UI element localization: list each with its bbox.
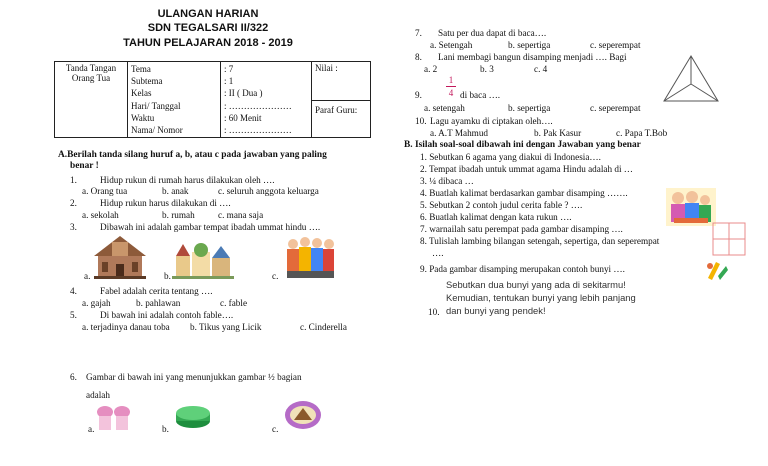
parent-signature-label: Tanda Tangan [65, 63, 117, 73]
q3-option-c[interactable]: c. [272, 271, 279, 281]
q7-number: 7. [415, 28, 422, 38]
field-labels [128, 62, 221, 138]
sectionA-title-2: benar ! [70, 161, 99, 171]
label-kelas: Kelas [131, 88, 152, 99]
value-subtema: : 1 [224, 76, 234, 87]
value-kelas: : II ( Dua ) [224, 88, 263, 99]
q8-option-a[interactable]: a. 2 [424, 64, 438, 74]
q7-option-c[interactable]: c. seperempat [590, 40, 641, 50]
value-tema: : 7 [224, 64, 234, 74]
q10-option-a[interactable]: a. A.T Mahmud [430, 128, 489, 138]
family-image [666, 188, 716, 226]
q6-question: Gambar di bawah ini yang menunjukkan gambar ½ bagian [86, 372, 302, 382]
q2-option-b[interactable]: b. rumah [162, 210, 195, 220]
value-hari-tanggal[interactable]: : ………………… [224, 100, 292, 111]
q6-question-2: adalah [86, 390, 110, 400]
essay-item-1: 1. Sebutkan 6 agama yang diakui di Indonesia…. [420, 152, 601, 162]
q5-number: 5. [70, 310, 77, 320]
q9-fraction-denominator: 4 [448, 88, 454, 98]
q5-question: Di bawah ini adalah contoh fable…. [100, 310, 234, 320]
q1-option-a[interactable]: a. Orang tua [82, 186, 128, 196]
q8-option-b[interactable]: b. 3 [480, 64, 494, 74]
q8-number: 8. [415, 52, 422, 62]
essay-item-10-number: 10. [428, 307, 440, 317]
field-values [221, 62, 312, 138]
q1-option-b[interactable]: b. anak [162, 186, 189, 196]
q6-option-c[interactable]: c. [272, 424, 279, 434]
pizza-plate-image [284, 400, 322, 430]
exam-title: ULANGAN HARIAN [157, 8, 259, 20]
q9-option-a[interactable]: a. setengah [424, 103, 465, 113]
q4-option-c[interactable]: c. fable [220, 298, 248, 308]
q2-number: 2. [70, 198, 77, 208]
q6-option-a[interactable]: a. [88, 424, 95, 434]
parent-signature-cell [55, 62, 128, 138]
essay-item-3: 3. ¼ dibaca … [420, 176, 474, 186]
label-waktu: Waktu [131, 112, 155, 123]
value-nama-nomor[interactable]: : ………………… [224, 124, 292, 135]
q7-question: Satu per dua dapat di baca…. [438, 28, 547, 38]
q9-fraction-numerator: 1 [448, 75, 454, 85]
item10-line-2: Kemudian, tentukan bunyi yang lebih panjang [446, 292, 636, 303]
q1-number: 1. [70, 175, 77, 185]
item10-line-3: dan bunyi yang pendek! [446, 305, 546, 316]
q5-option-b[interactable]: b. Tikus yang Licik [190, 322, 262, 332]
q7-option-a[interactable]: a. Setengah [430, 40, 473, 50]
q2-option-a[interactable]: a. sekolah [82, 210, 119, 220]
paraf-box[interactable] [312, 101, 370, 119]
q4-option-a[interactable]: a. gajah [82, 298, 111, 308]
essay-item-6: 6. Buatlah kalimat dengan kata rukun …. [420, 212, 572, 222]
essay-item-5: 5. Sebutkan 2 contoh judul cerita fable ? …. [420, 200, 583, 210]
parent-signature-label-2: Orang Tua [71, 73, 111, 83]
label-tema: Tema [131, 64, 151, 74]
q5-option-c[interactable]: c. Cinderella [300, 322, 347, 332]
q6-number: 6. [70, 372, 77, 382]
q10-option-b[interactable]: b. Pak Kasur [534, 128, 582, 138]
q10-number: 10. [415, 116, 427, 126]
paraf-label: Paraf Guru: [315, 105, 358, 115]
green-cake-image [175, 405, 211, 429]
q3-question: Dibawah ini adalah gambar tempat ibadah ummat hindu …. [100, 222, 321, 232]
q10-question: Lagu ayamku di ciptakan oleh…. [430, 116, 553, 126]
q9-question: di baca …. [460, 90, 501, 100]
item10-line-1: Sebutkan dua bunyi yang ada di sekitarmu! [446, 279, 626, 290]
temple-image [92, 234, 148, 280]
info-table [54, 61, 371, 138]
church-mosque-image [172, 238, 234, 280]
grid-square-figure [712, 222, 746, 256]
q5-option-a[interactable]: a. terjadinya danau toba [82, 322, 170, 332]
q7-option-b[interactable]: b. sepertiga [508, 40, 551, 50]
q8-question: Lani membagi bangun disamping menjadi …. Bagi [438, 52, 627, 62]
essay-item-9: 9. Pada gambar disamping merupakan contoh bunyi …. [420, 264, 625, 274]
q10-option-c[interactable]: c. Papa T.Bob [616, 128, 668, 138]
nilai-label: Nilai : [315, 63, 338, 73]
q2-option-c[interactable]: c. mana saja [218, 210, 264, 220]
q6-option-b[interactable]: b. [162, 424, 169, 434]
instrument-image [704, 258, 730, 282]
value-waktu: : 60 Menit [224, 112, 262, 123]
sectionA-title: A.Berilah tanda silang huruf a, b, atau c pada jawaban yang paling [58, 150, 327, 160]
q2-question: Hidup rukun harus dilakukan di …. [100, 198, 231, 208]
kids-image [284, 234, 336, 280]
q8-option-c[interactable]: c. 4 [534, 64, 548, 74]
q9-fraction-bar [446, 86, 456, 87]
q3-number: 3. [70, 222, 77, 232]
score-cell [312, 62, 371, 138]
triangle-figure [662, 54, 720, 104]
q3-option-b[interactable]: b. [164, 271, 171, 281]
label-hari-tanggal: Hari/ Tanggal [131, 100, 181, 111]
label-subtema: Subtema [131, 76, 163, 87]
q3-option-a[interactable]: a. [84, 271, 91, 281]
q9-option-b[interactable]: b. sepertiga [508, 103, 551, 113]
q1-option-c[interactable]: c. seluruh anggota keluarga [218, 186, 319, 196]
essay-item-8-cont: …. [432, 248, 444, 258]
essay-item-8: 8. Tulislah lambing bilangan setengah, sepertiga, dan seperempat [420, 236, 660, 246]
school-year: TAHUN PELAJARAN 2018 - 2019 [123, 37, 293, 49]
school-name: SDN TEGALSARI II/322 [147, 22, 269, 34]
q4-option-b[interactable]: b. pahlawan [136, 298, 181, 308]
cupcakes-image [96, 404, 132, 432]
essay-item-4: 4. Buatlah kalimat berdasarkan gambar disamping ……. [420, 188, 628, 198]
essay-item-7: 7. warnailah satu perempat pada gambar disamping …. [420, 224, 623, 234]
essay-item-2: 2. Tempat ibadah untuk ummat agama Hindu adalah di … [420, 164, 633, 174]
q9-option-c[interactable]: c. seperempat [590, 103, 641, 113]
nilai-box[interactable] [312, 62, 370, 101]
label-nama-nomor: Nama/ Nomor [131, 124, 183, 135]
q1-question: Hidup rukun di rumah harus dilakukan oleh …. [100, 175, 275, 185]
q9-number: 9. [415, 90, 422, 100]
sectionB-title: B. Isilah soal-soal dibawah ini dengan Jawaban yang benar [404, 140, 641, 150]
q4-number: 4. [70, 286, 77, 296]
q4-question: Fabel adalah cerita tentang …. [100, 286, 213, 296]
